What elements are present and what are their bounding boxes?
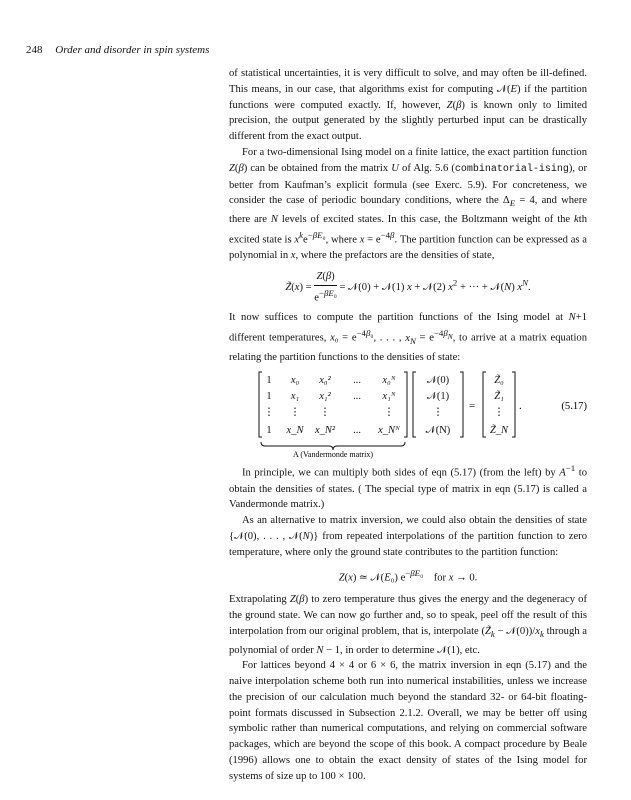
density-vector-entry: ⋮ (432, 407, 444, 419)
paragraph-2: For a two-dimensional Ising model on a finite lattice, the exact partition function Z(β) can be obtained from the matrix U of Alg. 5.6 (combinatorial-ising), or better from Kaufman’s explicit formula (see Exerc. 5.9). For concreteness, we consider the case of periodic boundary conditions, where the $\Delta_E = 4$, and where there are N levels of excited states. In this case, the Boltzmann weight of the kth excited state is $x^ke^{-\beta E_0}$, where $x = e^{-4\beta}$. The partition function can be expressed as a polynomial in x, where the prefactors are the densities of state, (229, 146, 588, 262)
vector-z-right-bracket (512, 372, 515, 437)
matrix-cell: ⋮ (263, 407, 275, 419)
matrix-cell: ... (353, 375, 361, 387)
matrix-equation-5-17 (229, 369, 587, 459)
matrix-cell: ... (353, 425, 361, 437)
vector-z-left-bracket (483, 372, 486, 437)
equation-ground-state: Z(x) ≃ 𝒩(E₀) $e^{-\beta E_0}$ for x → 0. (338, 567, 478, 584)
matrix-equation-period: . (519, 400, 522, 413)
density-vector-entry: 𝒩(1) (426, 391, 450, 403)
paragraph-6: Extrapolating Z(β) to zero temperature thus gives the energy and the degeneracy of the ground state. We can now go further and, so to speak, peel off the result of this interpolation from our original problem, that is, interpolate ($Z̃_k$ − $𝒩(0))/x_k$ through a polynomial of order N − 1, in order to determine 𝒩(1), etc. (229, 594, 587, 656)
matrix-cell: ⋮ (383, 407, 395, 419)
matrix-cell: x₀ (290, 375, 300, 387)
matrix-right-bracket (404, 372, 407, 437)
page-number: 248 (26, 44, 43, 56)
vector-n-left-bracket (413, 372, 416, 437)
matrix-cell: x₁ (290, 391, 300, 403)
paragraph-1: of statistical uncertainties, it is very difficult to solve, and may often be ill-defined. This means, in our case, that algorithms exist for computing 𝒩(E) if the partition functions were computed exactly. If, however, Z(β) is known only to limited precision, the output generated by the slightly perturbed input can be drastically different from the exact output. (229, 68, 587, 143)
matrix-cell: x₀² (319, 375, 331, 387)
paragraph-7: For lattices beyond 4 × 4 or 6 × 6, the matrix inversion in eqn (5.17) and the naive interpolation scheme both run into numerical instabilities, unless we increase the precision of our calculation much beyond the standard 32- or 64-bit floating-point formats discussed in Subsection 2.1.2. Overall, we may be better off using symbolic rather than numerical computations, and relying on commercial software packages, which are beyond the scope of this book. A compact procedure by Beale (1996) allows one to obtain the exact density of states of the Ising model for systems of size up to 100 × 100. (229, 660, 587, 782)
matrix-cell: 1 (266, 425, 272, 437)
equation-partition-polynomial: Z̃(x) = $\frac{Z(\beta)}{e^{-\beta E_0}}$ = 𝒩(0) + 𝒩(1) x + 𝒩(2) $x^2$ + ··· + 𝒩(N) $x^N$. (285, 271, 531, 304)
body-text (229, 66, 587, 785)
underbrace-label: A (Vandermonde matrix) (293, 450, 373, 460)
matrix-cell: ⋮ (319, 407, 331, 419)
underbrace (261, 442, 405, 450)
partition-vector-entry: Z̃₁ (494, 391, 504, 403)
paragraph-4: In principle, we can multiply both sides of eqn (5.17) (from the left) by $A^{-1}$ to obtain the densities of states. ( The special type of matrix in eqn (5.17) is called a Vandermonde matrix.) (229, 463, 587, 511)
matrix-cell: x_N² (314, 425, 336, 437)
chapter-title: Order and disorder in spin systems (55, 44, 210, 56)
matrix-cell: ... (353, 391, 361, 403)
matrix-cell: 1 (266, 391, 272, 403)
partition-vector-entry: ⋮ (493, 407, 505, 419)
partition-vector-entry: Z̃_N (489, 425, 509, 437)
matrix-left-bracket (259, 372, 262, 437)
paragraph-5: As an alternative to matrix inversion, we could also obtain the densities of state {𝒩(0), . . . , 𝒩(N)} from repeated interpolations of the partition function to zero temperature, where only the ground state contributes to the partition function: (229, 515, 587, 558)
matrix-cell: ⋮ (289, 407, 301, 419)
partition-vector-entry: Z̃₀ (494, 375, 504, 387)
running-head (26, 44, 209, 56)
density-vector-entry: 𝒩(N) (425, 425, 451, 437)
paragraph-3: It now suffices to compute the partition functions of the Ising model at N+1 different temperatures, $x_0 = e^{-4\beta_0}$, . . . , $x_N = e^{-4\beta_N}$, to arrive at a matrix equation relating the partition functions to the densities of state: (229, 312, 588, 363)
equation-number-5-17: (5.17) (561, 401, 587, 413)
equals-sign: = (469, 400, 476, 413)
density-vector-entry: 𝒩(0) (426, 375, 450, 387)
vandermonde-matrix-figure (229, 369, 587, 459)
matrix-cell: x_N (286, 425, 304, 437)
matrix-cell: x₀ᴺ (382, 375, 396, 387)
matrix-cell: x₁ᴺ (382, 391, 396, 403)
matrix-cell: x₁² (319, 391, 331, 403)
vector-n-right-bracket (460, 372, 463, 437)
code-reference: combinatorial-ising (454, 163, 569, 175)
matrix-cell: x_Nᴺ (378, 425, 400, 437)
matrix-cell: 1 (266, 375, 272, 387)
